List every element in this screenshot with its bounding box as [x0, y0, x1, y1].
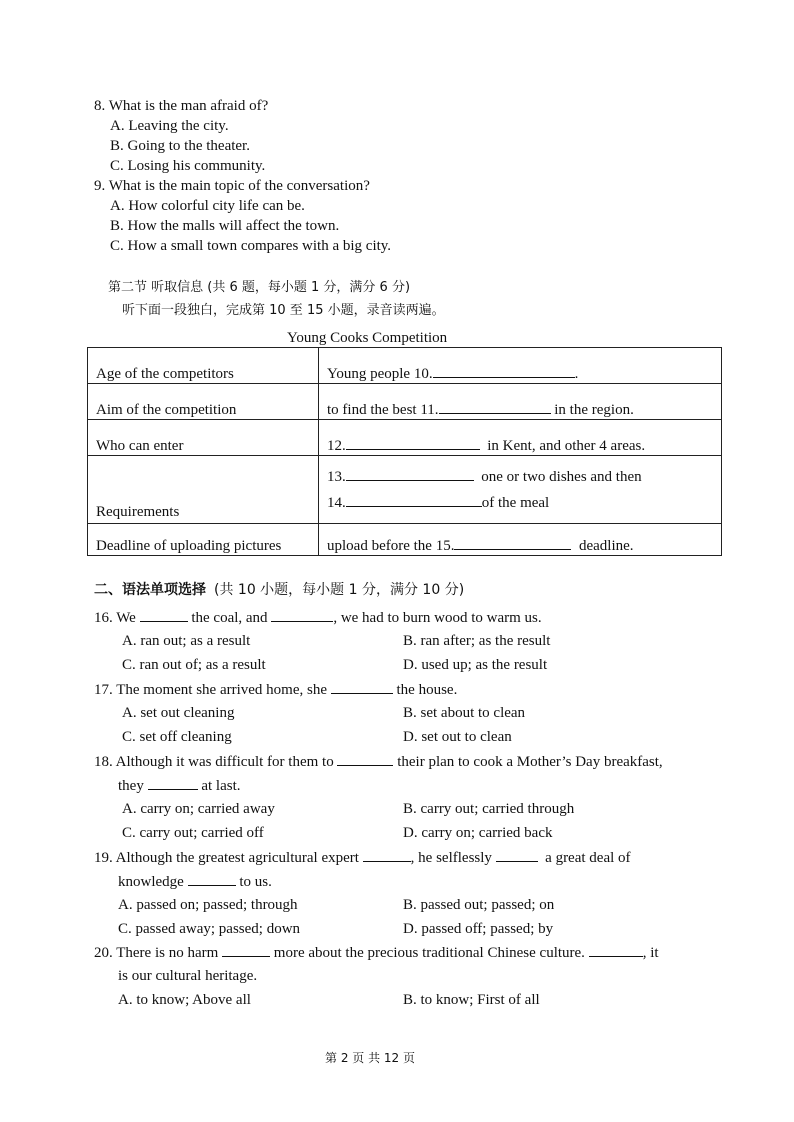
q18-option-d: D. carry on; carried back	[403, 825, 553, 841]
table-row	[88, 456, 722, 524]
q20-stem-line2: is our cultural heritage.	[118, 968, 258, 984]
q19-stem-line2	[118, 871, 272, 892]
deadline-post: deadline.	[578, 538, 634, 554]
blank-14[interactable]	[346, 492, 482, 507]
q16-stem-b: the coal, and	[191, 610, 268, 626]
q19-option-b: B. passed out; passed; on	[403, 897, 555, 913]
age-text: Young people 10.	[327, 366, 433, 382]
table-row	[88, 420, 722, 456]
page-footer: 第 2 页 共 12 页	[325, 1051, 415, 1065]
who-label: Who can enter	[88, 420, 319, 456]
q8-option-b: B. Going to the theater.	[110, 138, 250, 154]
q19-stem-d: knowledge	[118, 874, 184, 890]
q18-blank-1[interactable]	[337, 751, 393, 766]
blank-10[interactable]	[433, 363, 575, 378]
age-cell	[319, 348, 722, 384]
q18-stem-line2	[118, 775, 240, 796]
age-end: .	[574, 366, 579, 382]
q8-option-c: C. Losing his community.	[110, 158, 266, 174]
q19-stem-a: 19. Although the greatest agricultural expert	[94, 850, 359, 866]
part2-heading	[94, 580, 464, 600]
aim-post: in the region.	[554, 402, 634, 418]
q17-option-d: D. set out to clean	[403, 729, 512, 745]
q17-stem	[94, 679, 457, 700]
q18-option-b: B. carry out; carried through	[403, 801, 575, 817]
who-cell	[319, 420, 722, 456]
q19-blank-3[interactable]	[188, 871, 236, 886]
q8-option-a: A. Leaving the city.	[110, 118, 229, 134]
q16-option-c: C. ran out of; as a result	[122, 657, 266, 673]
q20-option-a: A. to know; Above all	[118, 992, 251, 1008]
req-line1-pre: 13.	[327, 468, 346, 485]
q17-option-a: A. set out cleaning	[122, 705, 235, 721]
q19-stem-b: , he selflessly	[410, 850, 492, 866]
q18-blank-2[interactable]	[148, 775, 198, 790]
q18-stem-c: they	[118, 778, 144, 794]
deadline-cell	[319, 524, 722, 556]
q19-blank-2[interactable]	[496, 847, 538, 862]
q17-option-c: C. set off cleaning	[122, 729, 232, 745]
q18-stem-d: at last.	[201, 778, 241, 794]
q9-stem: 9. What is the main topic of the conversation?	[94, 178, 370, 194]
q19-option-a: A. passed on; passed; through	[118, 897, 298, 913]
age-label: Age of the competitors	[88, 348, 319, 384]
q17-blank[interactable]	[331, 679, 393, 694]
aim-label: Aim of the competition	[88, 384, 319, 420]
table-row	[88, 524, 722, 556]
table-row	[88, 384, 722, 420]
aim-cell	[319, 384, 722, 420]
q16-stem	[94, 607, 542, 628]
q20-stem-c: , it	[642, 945, 659, 961]
q9-option-a: A. How colorful city life can be.	[110, 198, 305, 214]
competition-table	[87, 347, 722, 556]
q9-option-c: C. How a small town compares with a big city.	[110, 238, 392, 254]
req-line1-post: one or two dishes and then	[481, 468, 642, 485]
q20-blank-1[interactable]	[222, 942, 270, 957]
q20-stem-b: more about the precious traditional Chinese culture.	[273, 945, 585, 961]
q18-option-a: A. carry on; carried away	[122, 801, 275, 817]
req-line2-pre: 14.	[327, 494, 346, 511]
q20-stem-a: 20. There is no harm	[94, 945, 219, 961]
who-post: in Kent, and other 4 areas.	[487, 438, 646, 454]
q20-blank-2[interactable]	[589, 942, 643, 957]
q17-stem-a: 17. The moment she arrived home, she	[94, 682, 327, 698]
q18-option-c: C. carry out; carried off	[122, 825, 264, 841]
table-title: Young Cooks Competition	[287, 330, 448, 346]
q17-option-b: B. set about to clean	[403, 705, 526, 721]
q19-stem	[94, 847, 631, 868]
q19-option-c: C. passed away; passed; down	[118, 921, 301, 937]
q16-option-a: A. ran out; as a result	[122, 633, 251, 649]
q16-blank-2[interactable]	[271, 607, 333, 622]
q16-stem-c: , we had to burn wood to warm us.	[333, 610, 542, 626]
blank-15[interactable]	[454, 535, 571, 550]
q18-stem-b: their plan to cook a Mother’s Day breakfast,	[397, 754, 663, 770]
blank-12[interactable]	[346, 435, 480, 450]
requirements-cell	[319, 456, 722, 524]
q16-option-b: B. ran after; as the result	[403, 633, 551, 649]
q19-stem-c: a great deal of	[545, 850, 631, 866]
q20-stem	[94, 942, 659, 963]
deadline-pre: upload before the 15.	[327, 538, 455, 554]
q18-stem-a: 18. Although it was difficult for them to	[94, 754, 334, 770]
q8-stem: 8. What is the man afraid of?	[94, 98, 269, 114]
section2-instruction: 听下面一段独白，完成第 10 至 15 小题，录音读两遍。	[122, 303, 445, 318]
q16-blank-1[interactable]	[140, 607, 188, 622]
part2-title: 二、语法单项选择	[94, 582, 206, 598]
q16-stem-a: 16. We	[94, 610, 136, 626]
q18-stem	[94, 751, 663, 772]
section2-heading: 第二节 听取信息 (共 6 题，每小题 1 分，满分 6 分)	[108, 280, 411, 295]
deadline-label: Deadline of uploading pictures	[88, 524, 319, 556]
blank-13[interactable]	[346, 466, 474, 481]
q17-stem-b: the house.	[396, 682, 458, 698]
req-line2-post: of the meal	[481, 494, 550, 511]
requirements-label: Requirements	[88, 456, 319, 524]
q19-stem-e: to us.	[239, 874, 272, 890]
blank-11[interactable]	[439, 399, 551, 414]
q20-option-b: B. to know; First of all	[403, 992, 540, 1008]
who-pre: 12.	[327, 438, 346, 454]
q19-option-d: D. passed off; passed; by	[403, 921, 554, 937]
q9-option-b: B. How the malls will affect the town.	[110, 218, 340, 234]
q19-blank-1[interactable]	[363, 847, 411, 862]
q16-option-d: D. used up; as the result	[403, 657, 548, 673]
aim-pre: to find the best 11.	[327, 402, 439, 418]
part2-note: (共 10 小题，每小题 1 分，满分 10 分)	[214, 582, 465, 598]
table-row	[88, 348, 722, 384]
